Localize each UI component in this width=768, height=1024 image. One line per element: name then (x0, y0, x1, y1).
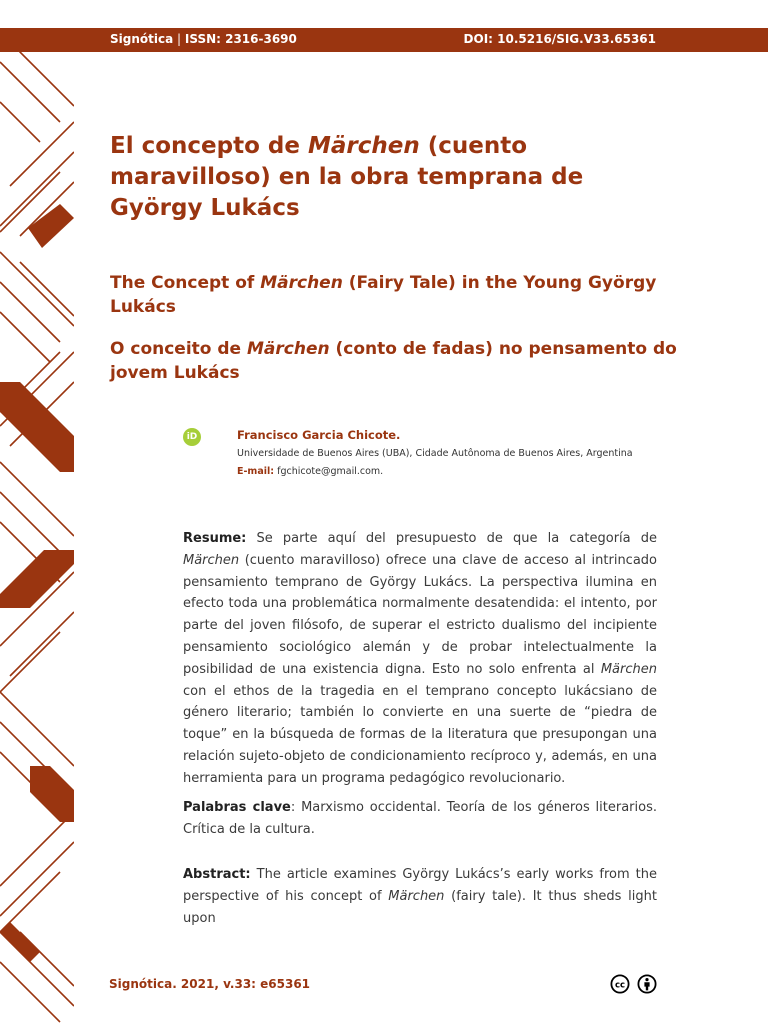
abstract-paragraph: Abstract: The article examines György Lukács’s early works from the perspective of his concept of Märchen (fairy tale). It thus sheds light upon (183, 867, 657, 926)
footer-citation: Signótica. 2021, v.33: e65361 (109, 977, 311, 991)
author-email: E-mail: fgchicote@gmail.com. (237, 466, 384, 477)
journal-info: Signótica | ISSN: 2316-3690 (110, 32, 297, 46)
orcid-icon[interactable]: iD (183, 428, 201, 446)
article-doi[interactable]: DOI: 10.5216/SIG.V33.65361 (463, 32, 656, 46)
resume-paragraph: Resume: Se parte aquí del presupuesto de que la categoría de Märchen (cuento maravilloso) ofrece una clave de acceso al intrincado pensamiento temprano de György Lukács. La perspectiva ilumina en efecto toda una problemática normalmente desatendida: el intento, por parte del joven filósofo, de superar el estricto dualismo del incipiente pensamiento sociológico alemán y de probar intelectualmente la posibilidad de una existencia digna. Esto no solo enfrenta al Märchen con el ethos de la tragedia en el temprano concepto lukácsiano de género literario; también lo convierte en una suerte de “piedra de toque” en la búsqueda de formas de la literatura que presupongan una relación sujeto-objeto de condicionamiento recíproco y, además, en una herramienta para un programa pedagógico revolucionario. (183, 531, 657, 786)
article-title-spanish: El concepto de Märchen (cuento maravilloso) en la obra temprana de György Lukács (110, 133, 584, 221)
email-address[interactable]: fgchicote@gmail.com. (277, 466, 384, 477)
creative-commons-icon[interactable] (610, 974, 630, 994)
article-title-portuguese: O conceito de Märchen (conto de fadas) no pensamento do jovem Lukács (110, 339, 677, 383)
svg-text:cc: cc (614, 980, 626, 991)
journal-issn: ISSN: 2316-3690 (184, 32, 297, 46)
author-affiliation: Universidade de Buenos Aires (UBA), Cidade Autônoma de Buenos Aires, Argentina (237, 448, 633, 459)
author-name: Francisco Garcia Chicote. (237, 428, 401, 442)
keywords-paragraph: Palabras clave: Marxismo occidental. Teoría de los géneros literarios. Crítica de la cultura. (183, 800, 657, 837)
decorative-side-pattern (0, 52, 74, 1024)
attribution-person-icon[interactable] (636, 974, 658, 994)
article-title-english: The Concept of Märchen (Fairy Tale) in the Young György Lukács (110, 273, 657, 317)
journal-name: Signótica (110, 32, 174, 46)
journal-header-bar (0, 28, 768, 52)
